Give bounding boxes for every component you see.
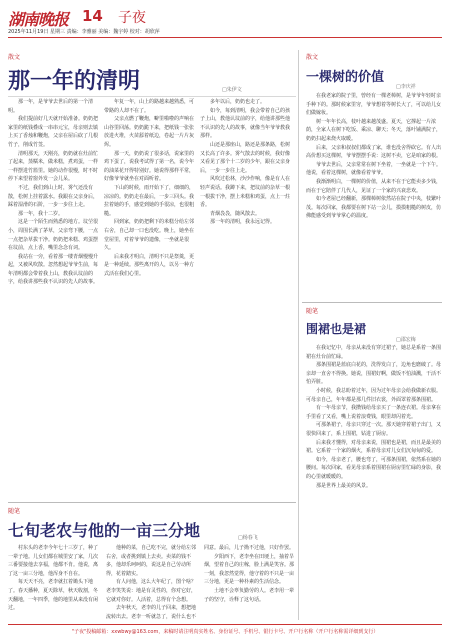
article4-body (306, 344, 442, 620)
section-name: 子夜 (118, 10, 146, 26)
article1-col3 (200, 98, 292, 498)
article1-title: 那一年的清明 (8, 69, 141, 94)
paragraph: 那一年的清明，我永远记得。 (210, 219, 276, 226)
article2-tag: 散文 (306, 54, 319, 61)
paragraph: 那条围裙是蓝底白花的，洗得发白了，边角也磨破了。母亲却一直舍不得换。她说，围裙好啊，做饭不怕油溅，干活不怕弄脏。 (306, 362, 442, 386)
paragraph: 如今，每到清明，我会带着自己的孩子上山，教他认坟前的字，给他讲那些他不认识的先人的故事，就像当年爷爷教我那样。 (200, 107, 291, 140)
paragraph: 那一天，奶奶说了很多话，说家里的鸡下蛋了，说我考试得了第一名，说今年的油菜花开得特别好。她说得那样平常，好像爷爷就坐在对面听着。 (104, 150, 194, 183)
newspaper-logo: 湖南晚报 (8, 10, 69, 29)
article3-body (8, 544, 296, 622)
paragraph: 清明那天，天刚亮，奶奶就在灶前忙了起来，蒸糯米，做米糕，煮鸡蛋，一样一样摆进竹篮里。她的动作很慢，时不时停下来望着窗外发一会儿呆。 (8, 150, 98, 183)
submission-footer: "子夜"投稿邮箱：xxwbwy@163.com，来稿时请注明真实姓名、身份证号、手机号、银行卡号、开户行名称（开户行名称需详细到支行） (8, 624, 442, 636)
article1-col2 (104, 98, 194, 498)
page-number: 14 (82, 7, 103, 25)
paragraph: 多年以后，奶奶也走了。 (210, 99, 266, 105)
paragraph: 每天天不亮，老李就扛着锄头下地了。春天播种，夏天除草，秋天收割，冬天翻地，一年四季，他的地里从来没有闲过。 (8, 579, 99, 612)
section-divider (302, 302, 442, 303)
paragraph: 夕阳西下，老李坐在田埂上，抽着旱烟，望着自己的庄稼，脸上满是笑容。那一刻，我忽然觉得，他守着的不只是一亩三分地，更是一种朴素的生活信念。 (204, 553, 295, 586)
paragraph: 那一年，是爷爷去世后的第一个清明。 (8, 99, 94, 114)
article3-title: 七旬老农与他的一亩三分地 (8, 521, 201, 540)
paragraph: 土地不会辜负勤劳的人。老李用一辈子的坚守，诠释了这句话。 (204, 587, 295, 603)
paragraph: 去年秋天，老李的儿子回来，想把地流转出去。老李一听就急了，说什么也不同意。最后，儿子拗不过他，只好作罢。 (106, 545, 295, 620)
paragraph: 如今老屋已经翻新，那棵樟树依然站在院子中央，枝繁叶茂。每次回家，我都要在树下站一会儿，摸摸粗糙的树皮，仿佛能感受到爷爷掌心的温度。 (306, 196, 442, 220)
paragraph: 那一年，我十二岁。 (18, 210, 64, 217)
article2-title: 一棵树的价值 (306, 70, 385, 85)
paragraph: 有人问他，这么大年纪了，图个啥？老李笑笑说：地是有灵性的，你对它好，它就对你好。人活着，总得有个念想。 (106, 579, 197, 603)
paragraph: 可那条裙子，母亲只穿过一次。那天她穿着裙子出门，又很快回来了，系上围裙，钻进了厨房。 (306, 422, 442, 437)
paragraph: 我站在一旁，看着那一缕青烟慢慢升起，又被风吹散。忽然想起爷爷生前，每年清明都会带着我上山，教我认坟前的字，给我讲那些我不认识的先人的故事。 (8, 253, 98, 286)
page-header (8, 4, 442, 38)
article1-author: □朱伊文 (222, 87, 242, 93)
article3-author: □杨春飞 (238, 535, 258, 541)
article3-tag: 随笔 (8, 508, 21, 515)
paragraph: 在我记忆中，母亲从来没有穿过裙子，她总是系着一条围裙在灶台前忙碌。 (306, 345, 442, 360)
paragraph: 后来，父亲和叔叔们都成了家，谁也没舍得砍它。有人出高价想买这棵树，爷爷摆摆手说：这树不卖，它是咱家的根。 (306, 144, 442, 160)
paragraph: 树一年年长高，枝叶越来越茂盛。夏天，它撑起一片浓荫，全家人在树下吃饭、乘凉、聊天；冬天，落叶铺满院子，奶奶扫起来烧火取暖。 (306, 118, 442, 142)
paragraph: 风吹过松林，沙沙作响，像是有人在轻声说话。我蹲下来，把坟前的杂草一根一根拔干净，摆上米糕和鸡蛋，点上一炷香。 (200, 176, 291, 209)
article4-tag: 随笔 (306, 308, 319, 315)
paragraph: 山还是那座山，路还是那条路，松树又长高了许多。雾气散去的时候，我好像又看见了那个十二岁的少年，跟在父亲身后，一步一步往上走。 (200, 141, 291, 174)
paragraph: 那是世界上最美的风景。 (316, 482, 372, 489)
article4-title: 围裙也是裙 (306, 322, 367, 336)
paragraph: 他种的菜，自己吃不完，就分给左邻右舍，或者挑到镇上去卖。卖菜的钱不多，他却乐呵呵的，说这是自己劳动所得，花着踏实。 (106, 545, 197, 577)
paragraph: 有一年母亲节，我攒钱给母亲买了一条连衣裙。母亲拿在手里看了又看，嘴上说着浪费钱，眼里却闪着光。 (306, 405, 442, 420)
paragraph: 下山的时候，雨开始下了，细细的，凉凉的。奶奶走在最后，一步三回头。我拉着她的手，感觉到她的手很凉，也很粗糙。 (104, 184, 194, 217)
paragraph: 不过，我们到山上时，雾气还没有散，松树上挂着露水。我跟在父亲身后，踩着湿滑的石阶，一步一步往上走。 (8, 184, 98, 209)
paragraph: 爷爷去世后，父亲常常在树下坐着，一坐就是一个下午。他说，看着这棵树，就像看着爷爷。 (306, 161, 442, 177)
column-divider (298, 50, 299, 620)
paragraph: 后来我才懂得，对母亲来说，围裙也是裙，而且是最美的裙。它系着一个家的烟火，系着母亲对儿女们沉甸甸的爱。 (306, 439, 442, 455)
article2-body (306, 92, 442, 298)
article2-author: □李庆祥 (396, 84, 416, 90)
article1-divider (8, 96, 296, 97)
paragraph: 后来我才明白，清明不只是祭奠，更是一种延续。那些离开的人，以另一种方式活在我们心里。 (104, 253, 194, 277)
paragraph: 青烟袅袅，随风散去。 (210, 210, 261, 217)
paragraph: 父亲点燃了鞭炮，噼里啪啦的声响在山谷里回荡。奶奶跪下来，把纸钱一张张放进火堆，火苗舔着纸边，卷起一片片灰烬。 (104, 116, 194, 148)
paragraph: 如今，母亲老了，腰也弯了，可那条围裙，依然系在她的腰间。每次回家，看见母亲系着围裙在厨房里忙碌的身影，我的心里就暖暖的。 (306, 456, 442, 480)
article1-col1 (8, 98, 98, 498)
paragraph: 小时候，我总盼着过年，因为过年母亲会给我做新衣服。可母亲自己，年年都是那几件旧衣裳，外面罩着那条围裙。 (306, 387, 442, 403)
paragraph: 年复一年，山上的路越来越熟悉，可带路的人却不在了。 (104, 99, 194, 114)
paragraph: 在我老家的院子里，曾经有一棵老樟树，是爷爷年轻时亲手种下的。那时候家里穷，爷爷想着等树长大了，可以给儿女们做嫁妆。 (306, 93, 442, 117)
paragraph: 我们提前好几天就开始准备。奶奶把家里的纸钱叠成一串串元宝，母亲则去镇上买了香烛和鞭炮，父亲在屋后砍了几根竹子，削成竹签。 (8, 116, 98, 148)
section-divider (8, 502, 296, 503)
paragraph: 村东头的老李今年七十三岁了，种了一辈子地。儿女们都在城里安了家，几次三番要接他去享福，他都不肯。他说，离了这一亩三分地，他浑身不自在。 (8, 545, 99, 577)
header-meta: 2025年11月19日 星期三 责编：李雅丽 美编：魏宇婷 校对：胡欣萍 (8, 29, 160, 35)
article1-tag: 散文 (8, 54, 21, 61)
paragraph: 我渐渐明白，一棵树的价值，从来不在于它能卖多少钱，而在于它陪伴了几代人，见证了一个家的兴衰悲欢。 (306, 178, 442, 194)
article4-author: □邵宏梅 (396, 337, 416, 343)
paragraph: 回到家，奶奶把剩下的米糕分给左邻右舍，自己却一口也没吃。晚上，她坐在堂屋里，对着爷爷的遗像，一坐就是很久。 (104, 219, 194, 252)
paragraph: 这是一个陌生而熟悉的地方。坟茔很小，周围长满了茅草，父亲弯下腰，一点一点把杂草拔干净。奶奶把米糕、鸡蛋摆在坟前，点上香，嘴里念念有词。 (8, 219, 98, 252)
